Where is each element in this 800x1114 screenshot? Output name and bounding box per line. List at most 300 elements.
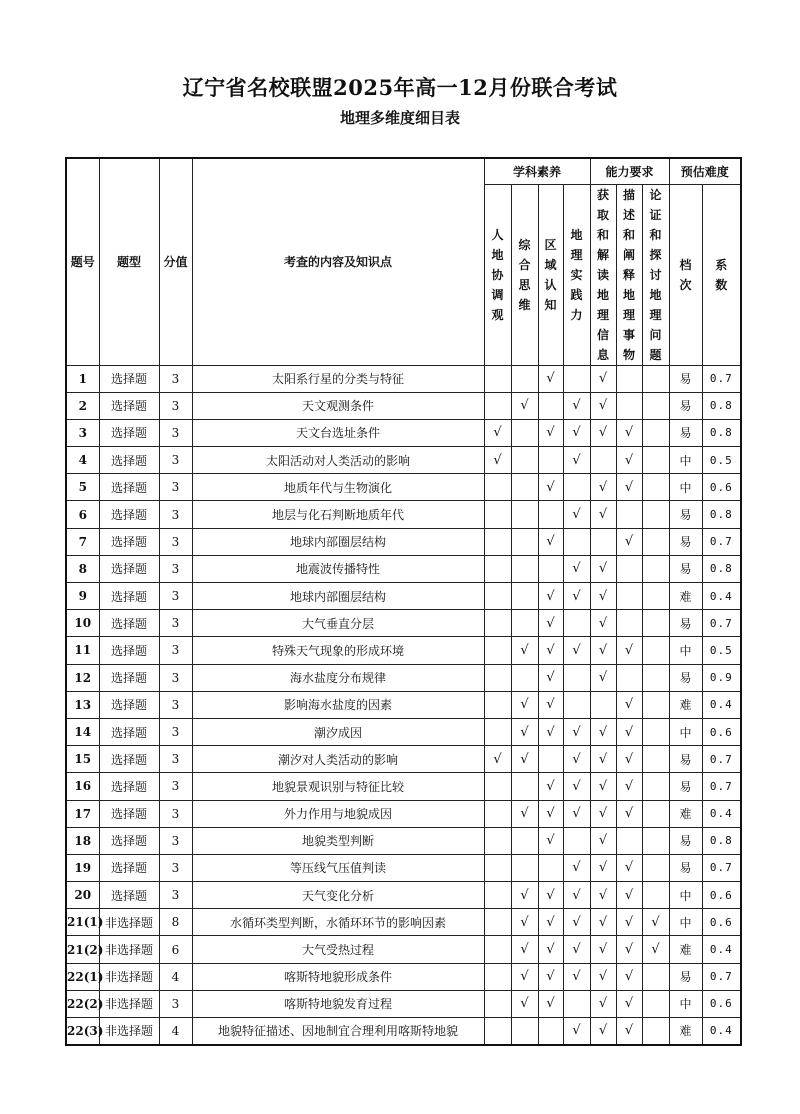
difficulty-level-cell: 易 (669, 528, 702, 555)
check-cell: √ (616, 691, 642, 718)
content-cell: 海水盐度分布规律 (192, 664, 484, 691)
question-type-cell: 非选择题 (99, 1018, 159, 1045)
score-cell: 3 (159, 827, 192, 854)
question-number-cell: 10 (66, 610, 99, 637)
question-number-cell: 19 (66, 854, 99, 881)
question-type-cell: 选择题 (99, 610, 159, 637)
check-cell: √ (563, 392, 590, 419)
check-cell: √ (563, 773, 590, 800)
check-cell: √ (484, 746, 511, 773)
check-cell (484, 555, 511, 582)
table-row (66, 909, 741, 936)
check-cell: √ (590, 555, 616, 582)
check-cell: √ (538, 474, 563, 501)
check-cell (511, 555, 538, 582)
header-sub (702, 184, 741, 365)
question-type-cell: 选择题 (99, 664, 159, 691)
difficulty-level-cell: 中 (669, 637, 702, 664)
table-row (66, 637, 741, 664)
table-row (66, 691, 741, 718)
question-number-cell: 15 (66, 746, 99, 773)
question-number-cell: 9 (66, 583, 99, 610)
table-row (66, 555, 741, 582)
header-sub-label: 综合思维 (518, 237, 531, 312)
header-content: 考查的内容及知识点 (192, 158, 484, 365)
content-cell: 外力作用与地貌成因 (192, 800, 484, 827)
question-type-cell: 选择题 (99, 419, 159, 446)
check-cell: √ (563, 882, 590, 909)
check-cell: √ (590, 637, 616, 664)
header-sub-label: 系数 (715, 257, 728, 292)
table-row (66, 528, 741, 555)
check-cell (511, 419, 538, 446)
check-cell (484, 827, 511, 854)
check-cell: √ (511, 800, 538, 827)
score-cell: 8 (159, 909, 192, 936)
check-cell: √ (616, 990, 642, 1017)
check-cell (484, 718, 511, 745)
score-cell: 3 (159, 800, 192, 827)
difficulty-level-cell: 中 (669, 474, 702, 501)
check-cell: √ (590, 963, 616, 990)
content-cell: 地貌景观识别与特征比较 (192, 773, 484, 800)
content-cell: 地质年代与生物演化 (192, 474, 484, 501)
difficulty-level-cell: 易 (669, 365, 702, 392)
score-cell: 4 (159, 963, 192, 990)
question-type-cell: 选择题 (99, 637, 159, 664)
check-cell: √ (590, 610, 616, 637)
table-row (66, 718, 741, 745)
check-cell (590, 447, 616, 474)
table-row (66, 610, 741, 637)
check-cell: √ (563, 555, 590, 582)
difficulty-coefficient-cell: 0.6 (702, 474, 741, 501)
check-cell: √ (590, 718, 616, 745)
table-row (66, 664, 741, 691)
check-cell (563, 365, 590, 392)
check-cell (511, 528, 538, 555)
check-cell: √ (538, 637, 563, 664)
check-cell: √ (511, 963, 538, 990)
check-cell (642, 664, 669, 691)
check-cell (484, 474, 511, 501)
difficulty-coefficient-cell: 0.4 (702, 1018, 741, 1045)
check-cell: √ (590, 936, 616, 963)
check-cell: √ (616, 746, 642, 773)
difficulty-coefficient-cell: 0.5 (702, 447, 741, 474)
difficulty-coefficient-cell: 0.7 (702, 610, 741, 637)
difficulty-level-cell: 易 (669, 963, 702, 990)
content-cell: 潮汐成因 (192, 718, 484, 745)
difficulty-coefficient-cell: 0.6 (702, 882, 741, 909)
question-type-cell: 选择题 (99, 827, 159, 854)
check-cell (642, 610, 669, 637)
question-number-cell: 8 (66, 555, 99, 582)
table-row (66, 827, 741, 854)
difficulty-level-cell: 易 (669, 501, 702, 528)
score-cell: 3 (159, 746, 192, 773)
content-cell: 天文观测条件 (192, 392, 484, 419)
check-cell: √ (616, 528, 642, 555)
header-sub-label: 档次 (679, 257, 692, 292)
question-type-cell: 选择题 (99, 583, 159, 610)
question-number-cell: 6 (66, 501, 99, 528)
difficulty-level-cell: 中 (669, 718, 702, 745)
table-row (66, 392, 741, 419)
check-cell (538, 854, 563, 881)
check-cell: √ (590, 365, 616, 392)
difficulty-coefficient-cell: 0.8 (702, 419, 741, 446)
check-cell: √ (563, 501, 590, 528)
check-cell: √ (538, 664, 563, 691)
check-cell (616, 365, 642, 392)
check-cell (563, 664, 590, 691)
check-cell: √ (642, 936, 669, 963)
header-sub (669, 184, 702, 365)
check-cell (511, 827, 538, 854)
check-cell: √ (563, 746, 590, 773)
check-cell: √ (538, 909, 563, 936)
table-row (66, 936, 741, 963)
question-number-cell: 22(3) (66, 1018, 99, 1045)
content-cell: 等压线气压值判读 (192, 854, 484, 881)
check-cell (538, 1018, 563, 1045)
table-row (66, 447, 741, 474)
check-cell (563, 990, 590, 1017)
check-cell: √ (538, 882, 563, 909)
question-type-cell: 非选择题 (99, 936, 159, 963)
check-cell (616, 664, 642, 691)
document-title: 辽宁省名校联盟2025年高一12月份联合考试 (182, 75, 618, 100)
check-cell: √ (484, 447, 511, 474)
score-cell: 3 (159, 610, 192, 637)
table-row (66, 773, 741, 800)
question-number-cell: 2 (66, 392, 99, 419)
check-cell: √ (511, 637, 538, 664)
score-cell: 3 (159, 392, 192, 419)
score-cell: 3 (159, 555, 192, 582)
question-number-cell: 22(1) (66, 963, 99, 990)
check-cell (616, 392, 642, 419)
difficulty-coefficient-cell: 0.8 (702, 392, 741, 419)
check-cell: √ (590, 501, 616, 528)
question-type-cell: 选择题 (99, 854, 159, 881)
check-cell: √ (563, 800, 590, 827)
question-number-cell: 20 (66, 882, 99, 909)
check-cell: √ (563, 718, 590, 745)
check-cell: √ (590, 746, 616, 773)
content-cell: 地球内部圈层结构 (192, 528, 484, 555)
header-sub-label: 地理实践力 (570, 227, 583, 322)
check-cell: √ (511, 990, 538, 1017)
check-cell: √ (511, 882, 538, 909)
check-cell (642, 882, 669, 909)
check-cell (511, 365, 538, 392)
check-cell (616, 501, 642, 528)
check-cell (484, 909, 511, 936)
header-sub-label: 获取和解读地理信息 (597, 187, 610, 362)
difficulty-coefficient-cell: 0.8 (702, 555, 741, 582)
difficulty-coefficient-cell: 0.7 (702, 773, 741, 800)
check-cell: √ (590, 854, 616, 881)
content-cell: 太阳系行星的分类与特征 (192, 365, 484, 392)
content-cell: 太阳活动对人类活动的影响 (192, 447, 484, 474)
check-cell (484, 528, 511, 555)
score-cell: 3 (159, 501, 192, 528)
difficulty-level-cell: 易 (669, 419, 702, 446)
check-cell (642, 746, 669, 773)
difficulty-level-cell: 中 (669, 990, 702, 1017)
difficulty-level-cell: 难 (669, 1018, 702, 1045)
check-cell: √ (538, 583, 563, 610)
difficulty-coefficient-cell: 0.7 (702, 746, 741, 773)
check-cell (484, 392, 511, 419)
check-cell: √ (538, 800, 563, 827)
check-cell: √ (590, 882, 616, 909)
table-row (66, 1018, 741, 1045)
difficulty-coefficient-cell: 0.7 (702, 365, 741, 392)
check-cell (538, 746, 563, 773)
difficulty-coefficient-cell: 0.7 (702, 963, 741, 990)
score-cell: 3 (159, 691, 192, 718)
spec-table (65, 157, 742, 1046)
check-cell: √ (616, 447, 642, 474)
header-score: 分值 (159, 158, 192, 365)
check-cell: √ (616, 800, 642, 827)
check-cell (484, 365, 511, 392)
check-cell: √ (616, 773, 642, 800)
question-number-cell: 13 (66, 691, 99, 718)
content-cell: 地球内部圈层结构 (192, 583, 484, 610)
check-cell: √ (538, 773, 563, 800)
check-cell: √ (563, 583, 590, 610)
difficulty-level-cell: 难 (669, 936, 702, 963)
header-sub (616, 184, 642, 365)
difficulty-coefficient-cell: 0.6 (702, 718, 741, 745)
check-cell (642, 474, 669, 501)
header-sub-label: 描述和阐释地理事物 (623, 187, 636, 362)
check-cell: √ (590, 773, 616, 800)
content-cell: 喀斯特地貌发育过程 (192, 990, 484, 1017)
score-cell: 3 (159, 419, 192, 446)
check-cell: √ (563, 909, 590, 936)
difficulty-coefficient-cell: 0.4 (702, 800, 741, 827)
difficulty-coefficient-cell: 0.4 (702, 691, 741, 718)
check-cell: √ (538, 419, 563, 446)
difficulty-level-cell: 易 (669, 854, 702, 881)
content-cell: 天文台选址条件 (192, 419, 484, 446)
difficulty-level-cell: 易 (669, 610, 702, 637)
check-cell: √ (538, 610, 563, 637)
check-cell (511, 501, 538, 528)
question-number-cell: 1 (66, 365, 99, 392)
check-cell: √ (511, 936, 538, 963)
difficulty-level-cell: 易 (669, 392, 702, 419)
check-cell (642, 501, 669, 528)
check-cell (616, 555, 642, 582)
check-cell: √ (484, 419, 511, 446)
check-cell (563, 610, 590, 637)
difficulty-level-cell: 中 (669, 882, 702, 909)
check-cell: √ (590, 474, 616, 501)
question-number-cell: 17 (66, 800, 99, 827)
check-cell: √ (616, 909, 642, 936)
check-cell (484, 637, 511, 664)
check-cell (484, 936, 511, 963)
check-cell (642, 555, 669, 582)
check-cell (484, 583, 511, 610)
check-cell: √ (616, 854, 642, 881)
table-row (66, 365, 741, 392)
difficulty-coefficient-cell: 0.5 (702, 637, 741, 664)
check-cell (484, 610, 511, 637)
check-cell (642, 637, 669, 664)
question-type-cell: 选择题 (99, 718, 159, 745)
check-cell (642, 963, 669, 990)
score-cell: 3 (159, 447, 192, 474)
check-cell (511, 447, 538, 474)
table-row (66, 990, 741, 1017)
check-cell: √ (590, 827, 616, 854)
score-cell: 6 (159, 936, 192, 963)
difficulty-coefficient-cell: 0.6 (702, 990, 741, 1017)
check-cell (511, 474, 538, 501)
check-cell: √ (616, 718, 642, 745)
table-row (66, 583, 741, 610)
question-type-cell: 选择题 (99, 691, 159, 718)
check-cell: √ (590, 990, 616, 1017)
content-cell: 天气变化分析 (192, 882, 484, 909)
question-number-cell: 16 (66, 773, 99, 800)
difficulty-level-cell: 易 (669, 555, 702, 582)
content-cell: 水循环类型判断，水循环环节的影响因素 (192, 909, 484, 936)
content-cell: 地震波传播特性 (192, 555, 484, 582)
check-cell (538, 501, 563, 528)
header-group-ability: 能力要求 (590, 158, 669, 184)
check-cell (642, 773, 669, 800)
question-type-cell: 选择题 (99, 528, 159, 555)
check-cell (538, 392, 563, 419)
check-cell (511, 610, 538, 637)
check-cell: √ (563, 447, 590, 474)
score-cell: 3 (159, 365, 192, 392)
content-cell: 喀斯特地貌形成条件 (192, 963, 484, 990)
question-type-cell: 非选择题 (99, 909, 159, 936)
difficulty-level-cell: 难 (669, 583, 702, 610)
check-cell: √ (563, 854, 590, 881)
check-cell: √ (642, 909, 669, 936)
difficulty-level-cell: 易 (669, 773, 702, 800)
check-cell (484, 1018, 511, 1045)
difficulty-coefficient-cell: 0.4 (702, 583, 741, 610)
table-row (66, 800, 741, 827)
check-cell (642, 583, 669, 610)
check-cell: √ (538, 528, 563, 555)
check-cell (484, 773, 511, 800)
check-cell: √ (590, 664, 616, 691)
score-cell: 3 (159, 990, 192, 1017)
check-cell (511, 773, 538, 800)
check-cell (616, 610, 642, 637)
check-cell: √ (563, 936, 590, 963)
check-cell: √ (616, 474, 642, 501)
difficulty-level-cell: 易 (669, 664, 702, 691)
table-row (66, 474, 741, 501)
check-cell: √ (563, 963, 590, 990)
header-group-literacy: 学科素养 (484, 158, 590, 184)
table-body (66, 365, 741, 1045)
check-cell: √ (538, 936, 563, 963)
check-cell (642, 718, 669, 745)
question-number-cell: 21(2) (66, 936, 99, 963)
check-cell (563, 528, 590, 555)
question-number-cell: 14 (66, 718, 99, 745)
score-cell: 3 (159, 773, 192, 800)
check-cell (642, 800, 669, 827)
content-cell: 特殊天气现象的形成环境 (192, 637, 484, 664)
check-cell (484, 882, 511, 909)
score-cell: 3 (159, 664, 192, 691)
table-row (66, 746, 741, 773)
document-subtitle: 地理多维度细目表 (339, 109, 460, 127)
check-cell: √ (563, 419, 590, 446)
check-cell: √ (538, 718, 563, 745)
check-cell: √ (616, 1018, 642, 1045)
header-num: 题号 (66, 158, 99, 365)
check-cell: √ (511, 392, 538, 419)
check-cell (642, 419, 669, 446)
check-cell: √ (616, 936, 642, 963)
question-type-cell: 选择题 (99, 447, 159, 474)
header-group-difficulty: 预估难度 (669, 158, 741, 184)
check-cell (642, 447, 669, 474)
header-sub-label: 区域认知 (544, 237, 557, 312)
check-cell: √ (538, 365, 563, 392)
table-row (66, 882, 741, 909)
question-number-cell: 5 (66, 474, 99, 501)
check-cell: √ (538, 827, 563, 854)
score-cell: 3 (159, 583, 192, 610)
score-cell: 3 (159, 882, 192, 909)
check-cell (642, 365, 669, 392)
score-cell: 4 (159, 1018, 192, 1045)
header-sub-label: 论证和探讨地理问题 (649, 187, 662, 362)
question-type-cell: 选择题 (99, 501, 159, 528)
check-cell: √ (616, 419, 642, 446)
difficulty-coefficient-cell: 0.7 (702, 528, 741, 555)
score-cell: 3 (159, 718, 192, 745)
check-cell (563, 691, 590, 718)
question-number-cell: 21(1) (66, 909, 99, 936)
check-cell: √ (590, 583, 616, 610)
score-cell: 3 (159, 637, 192, 664)
check-cell: √ (511, 718, 538, 745)
question-type-cell: 选择题 (99, 746, 159, 773)
check-cell (642, 392, 669, 419)
question-number-cell: 12 (66, 664, 99, 691)
check-cell (642, 528, 669, 555)
check-cell (642, 990, 669, 1017)
question-type-cell: 选择题 (99, 882, 159, 909)
check-cell: √ (538, 691, 563, 718)
check-cell: √ (511, 746, 538, 773)
check-cell: √ (511, 691, 538, 718)
content-cell: 地貌类型判断 (192, 827, 484, 854)
question-type-cell: 选择题 (99, 555, 159, 582)
question-type-cell: 选择题 (99, 474, 159, 501)
question-type-cell: 非选择题 (99, 963, 159, 990)
difficulty-level-cell: 中 (669, 447, 702, 474)
